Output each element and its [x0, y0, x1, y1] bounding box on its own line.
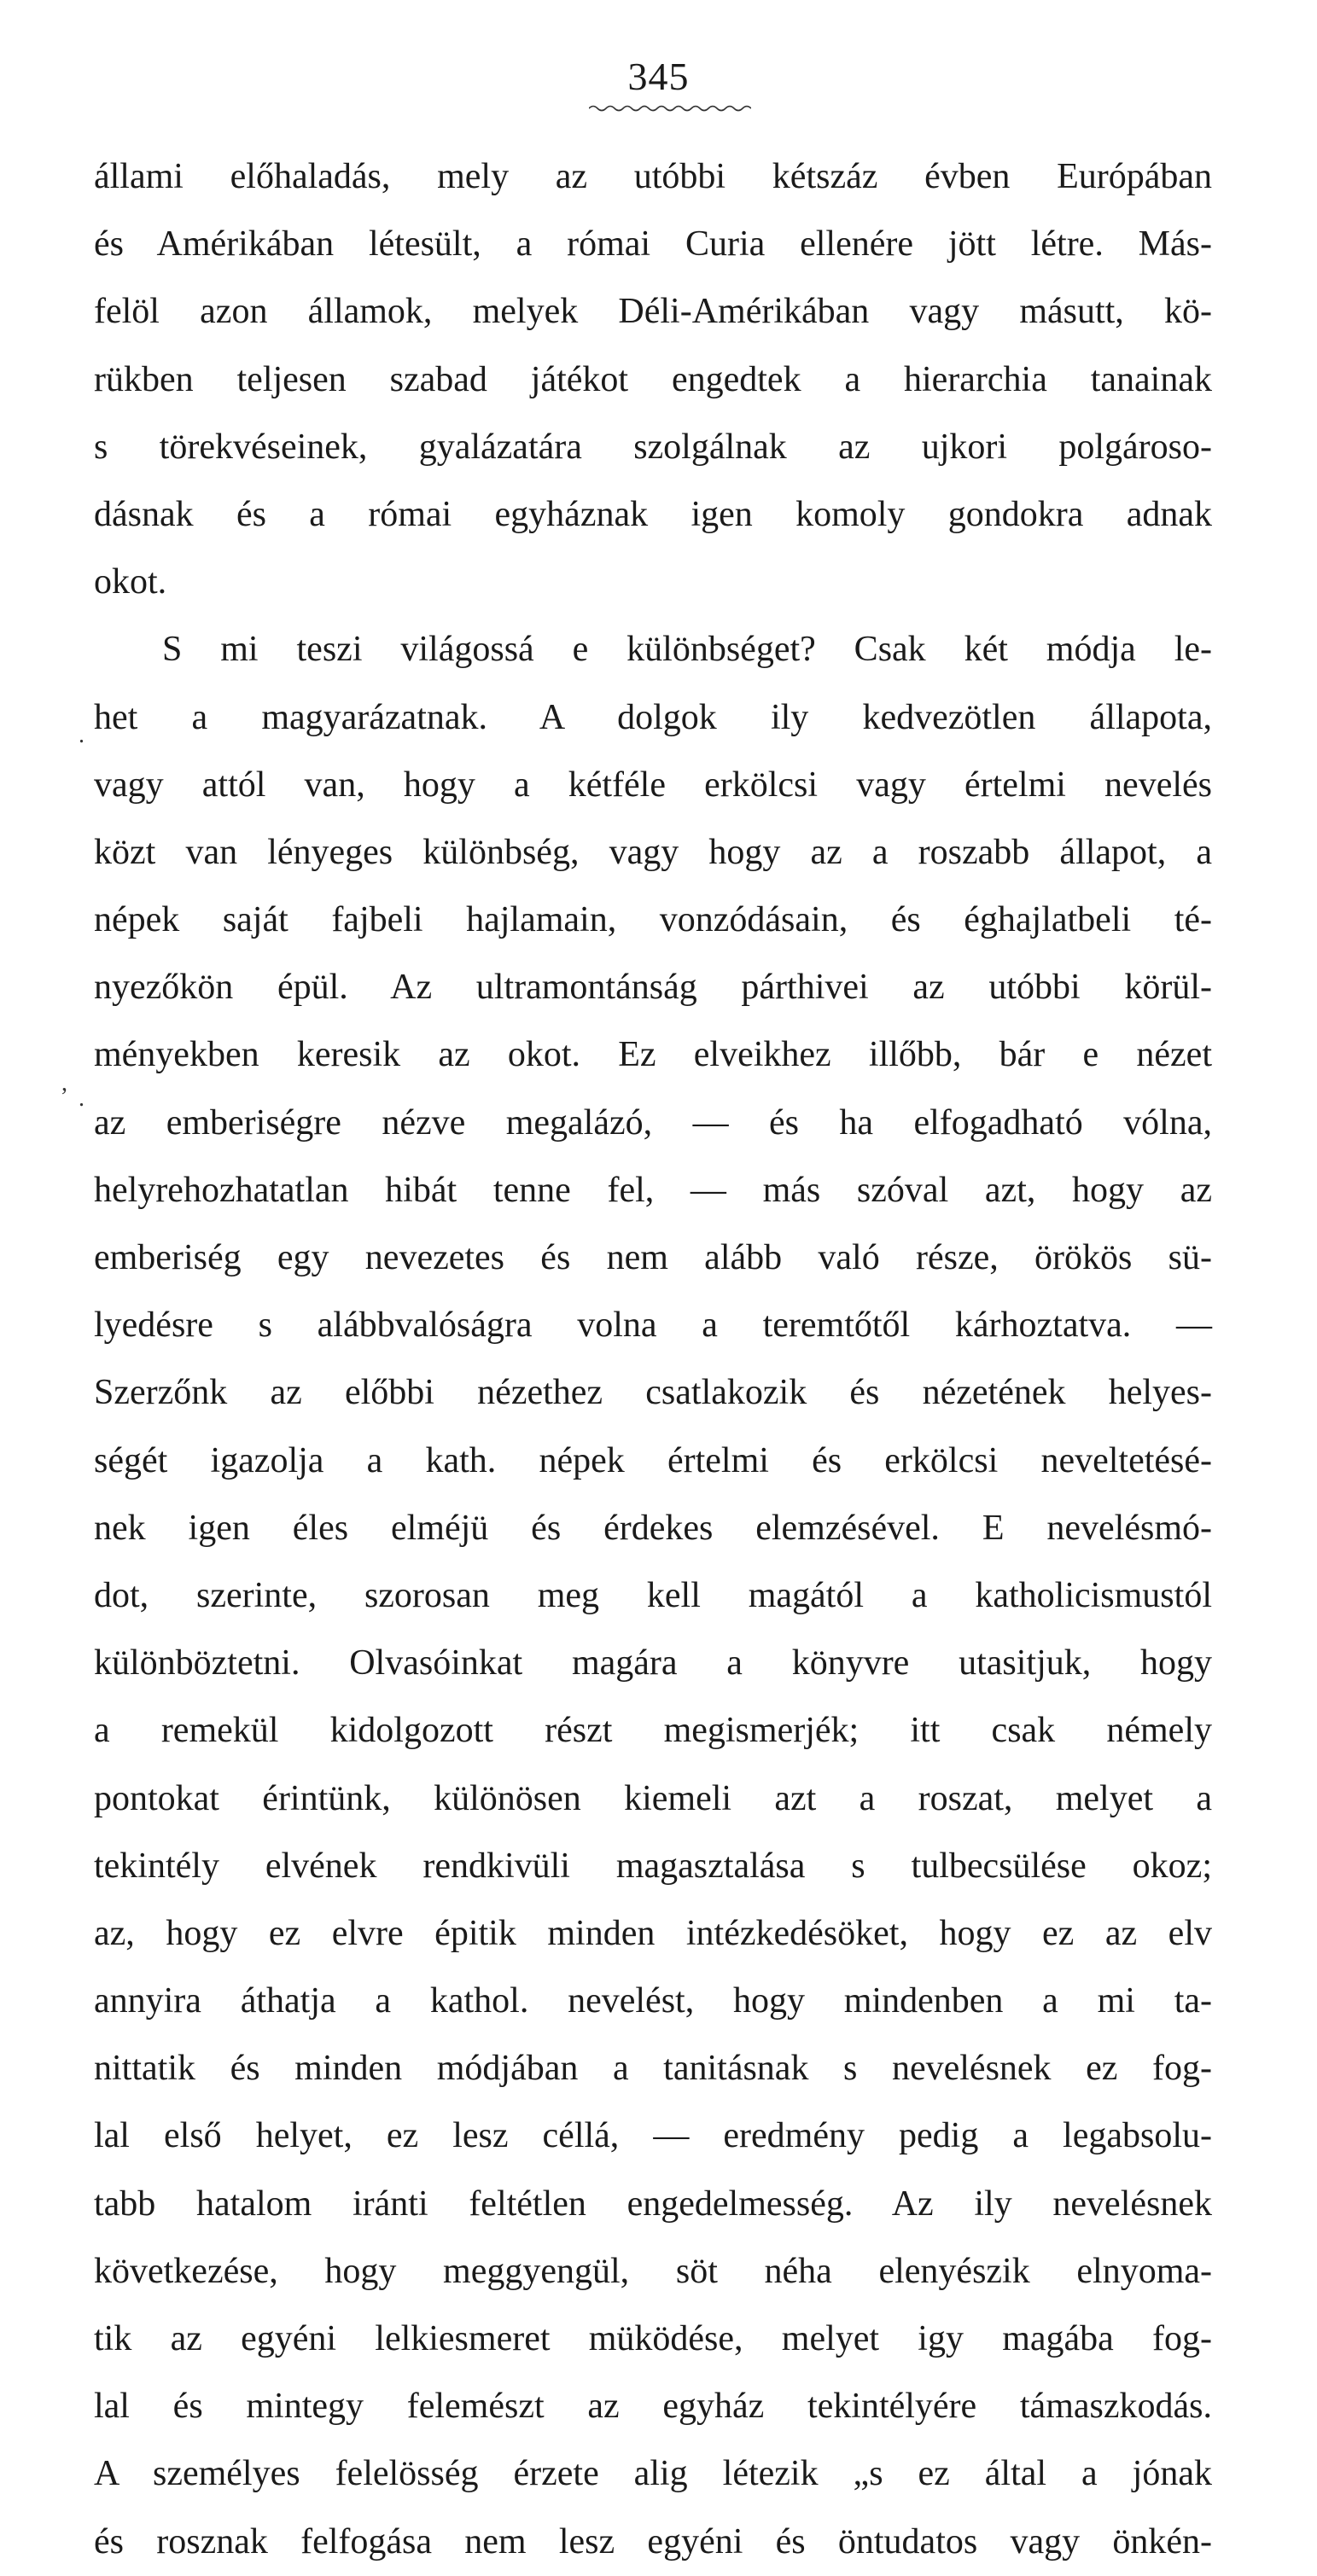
- text-line: ségét igazolja a kath. népek értelmi és erkölcsi neveltetésé-: [94, 1440, 1212, 1480]
- paragraph-2: [94, 616, 1212, 2575]
- text-line: lal első helyet, ez lesz céllá, — eredmény pedig a legabsolu-: [94, 2116, 1212, 2156]
- text-line: népek saját fajbeli hajlamain, vonzódásain, és éghajlatbeli té-: [94, 900, 1212, 940]
- text-line: lal és mintegy felemészt az egyház tekintélyére támaszkodás.: [94, 2387, 1212, 2427]
- text-line: a remekül kidolgozott részt megismerjék; itt csak némely: [94, 1711, 1212, 1751]
- text-line: okot.: [94, 562, 167, 602]
- text-line: vagy attól van, hogy a kétféle erkölcsi vagy értelmi nevelés: [94, 765, 1212, 805]
- text-line: A személyes felelösség érzete alig létezik „s ez által a jónak: [94, 2454, 1212, 2494]
- body-text: [94, 143, 1212, 2576]
- text-line: az, hogy ez elvre épitik minden intézkedésöket, hogy ez az elv: [94, 1913, 1212, 1953]
- margin-speck: ,: [61, 1070, 67, 1096]
- text-line: közt van lényeges különbség, vagy hogy az a roszabb állapot, a: [94, 832, 1212, 872]
- paragraph-1: [94, 143, 1212, 616]
- margin-speck: .: [79, 1085, 84, 1112]
- text-line: lyedésre s alábbvalóságra volna a teremtőtől kárhoztatva. —: [94, 1305, 1212, 1346]
- text-line: helyrehozhatatlan hibát tenne fel, — más szóval azt, hogy az: [94, 1170, 1212, 1210]
- text-line: annyira áthatja a kathol. nevelést, hogy mindenben a mi ta-: [94, 1981, 1212, 2021]
- text-line: het a magyarázatnak. A dolgok ily kedvezötlen állapota,: [94, 697, 1212, 737]
- page-number-ornament: [589, 104, 751, 113]
- margin-speck: .: [79, 722, 84, 748]
- text-line: az emberiségre nézve megalázó, — és ha elfogadható vólna,: [94, 1102, 1212, 1143]
- text-line: nittatik és minden módjában a tanitásnak s nevelésnek ez fog-: [94, 2049, 1212, 2089]
- text-line: tik az egyéni lelkiesmeret müködése, melyet igy magába fog-: [94, 2319, 1212, 2358]
- text-line: következése, hogy meggyengül, söt néha elenyészik elnyoma-: [94, 2251, 1212, 2291]
- text-line: és Amérikában létesült, a római Curia ellenére jött létre. Más-: [94, 224, 1212, 265]
- text-line: rükben teljesen szabad játékot engedtek a hierarchia tanainak: [94, 359, 1212, 399]
- text-line: felöl azon államok, melyek Déli-Amérikában vagy másutt, kö-: [94, 292, 1212, 332]
- text-line: nyezőkön épül. Az ultramontánság párthivei az utóbbi körül-: [94, 968, 1212, 1008]
- text-line: Szerzőnk az előbbi nézethez csatlakozik és nézetének helyes-: [94, 1373, 1212, 1413]
- text-line: pontokat érintünk, különösen kiemeli azt a roszat, melyet a: [94, 1778, 1212, 1818]
- text-line: S mi teszi világossá e különbséget? Csak két módja le-: [162, 630, 1212, 670]
- text-line: dot, szerinte, szorosan meg kell magától a katholicismustól: [94, 1575, 1212, 1615]
- text-line: s törekvéseinek, gyalázatára szolgálnak az ujkori polgároso-: [94, 427, 1212, 467]
- text-line: tabb hatalom iránti feltétlen engedelmesség. Az ily nevelésnek: [94, 2183, 1212, 2224]
- text-line: különböztetni. Olvasóinkat magára a könyvre utasitjuk, hogy: [94, 1643, 1212, 1683]
- text-line: emberiség egy nevezetes és nem alább való része, örökös sü-: [94, 1238, 1212, 1277]
- text-line: ményekben keresik az okot. Ez elveikhez illőbb, bár e nézet: [94, 1035, 1212, 1075]
- text-line: és rosznak felfogása nem lesz egyéni és öntudatos vagy önkén-: [94, 2521, 1212, 2561]
- text-line: tekintély elvének rendkivüli magasztalása s tulbecsülése okoz;: [94, 1846, 1212, 1886]
- page-number: 345: [627, 55, 690, 98]
- text-line: nek igen éles elméjü és érdekes elemzésével. E nevelésmó-: [94, 1508, 1212, 1548]
- text-line: dásnak és a római egyháznak igen komoly gondokra adnak: [94, 494, 1212, 534]
- text-line: állami előhaladás, mely az utóbbi kétszáz évben Európában: [94, 157, 1212, 196]
